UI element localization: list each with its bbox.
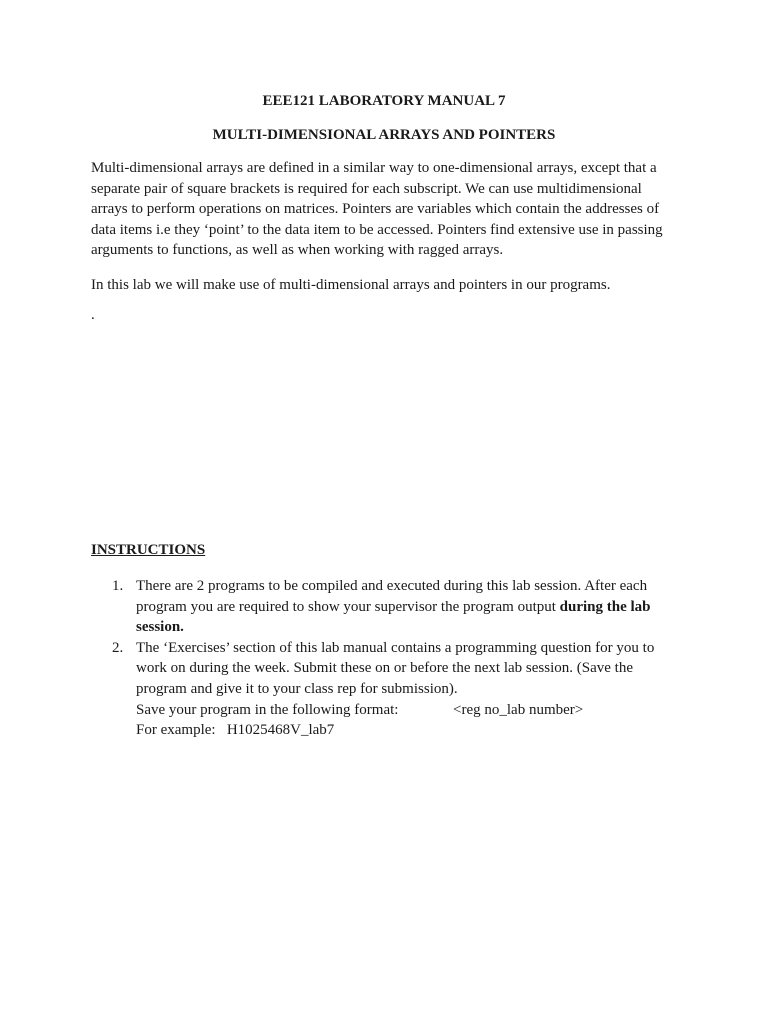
save-format-row <box>136 700 672 721</box>
save-format-label: Save your program in the following format: <box>136 701 399 718</box>
instructions-heading: INSTRUCTIONS <box>91 542 206 558</box>
instruction-text: The ‘Exercises’ section of this lab manual contains a programming question for you to work on during the week. Submit these on or before the next lab session. (Save the program and give it to your class rep for submission). <box>136 639 655 697</box>
instruction-number: 1. <box>112 578 124 594</box>
intro-paragraph-2: In this lab we will make use of multi-dimensional arrays and pointers in our programs. <box>91 277 611 293</box>
instruction-item-2 <box>112 638 672 741</box>
example-line: For example: H1025468V_lab7 <box>136 722 335 739</box>
instruction-text: There are 2 programs to be compiled and executed during this lab session. After each program you are required to show your supervisor the program output <box>136 578 648 615</box>
intro-paragraph: Multi-dimensional arrays are defined in a similar way to one-dimensional arrays, except that a separate pair of square brackets is required for each subscript. We can use multidimensional arrays to perform operations on matrices. Pointers are variables which contain the addresses of data items i.e they ‘point’ to the data item to be accessed. Pointers find extensive use in passing arguments to functions, as well as when working with ragged arrays. <box>91 160 663 259</box>
instruction-bold-text: during the lab session. <box>136 598 651 636</box>
instruction-number: 2. <box>112 639 124 656</box>
save-format-value: <reg no_lab number> <box>453 701 584 718</box>
document-title: EEE121 LABORATORY MANUAL 7 <box>262 93 506 109</box>
stray-dot: . <box>91 307 95 323</box>
document-subtitle: MULTI-DIMENSIONAL ARRAYS AND POINTERS <box>212 127 556 143</box>
instruction-item-1 <box>112 576 672 638</box>
instructions-list <box>112 576 672 741</box>
